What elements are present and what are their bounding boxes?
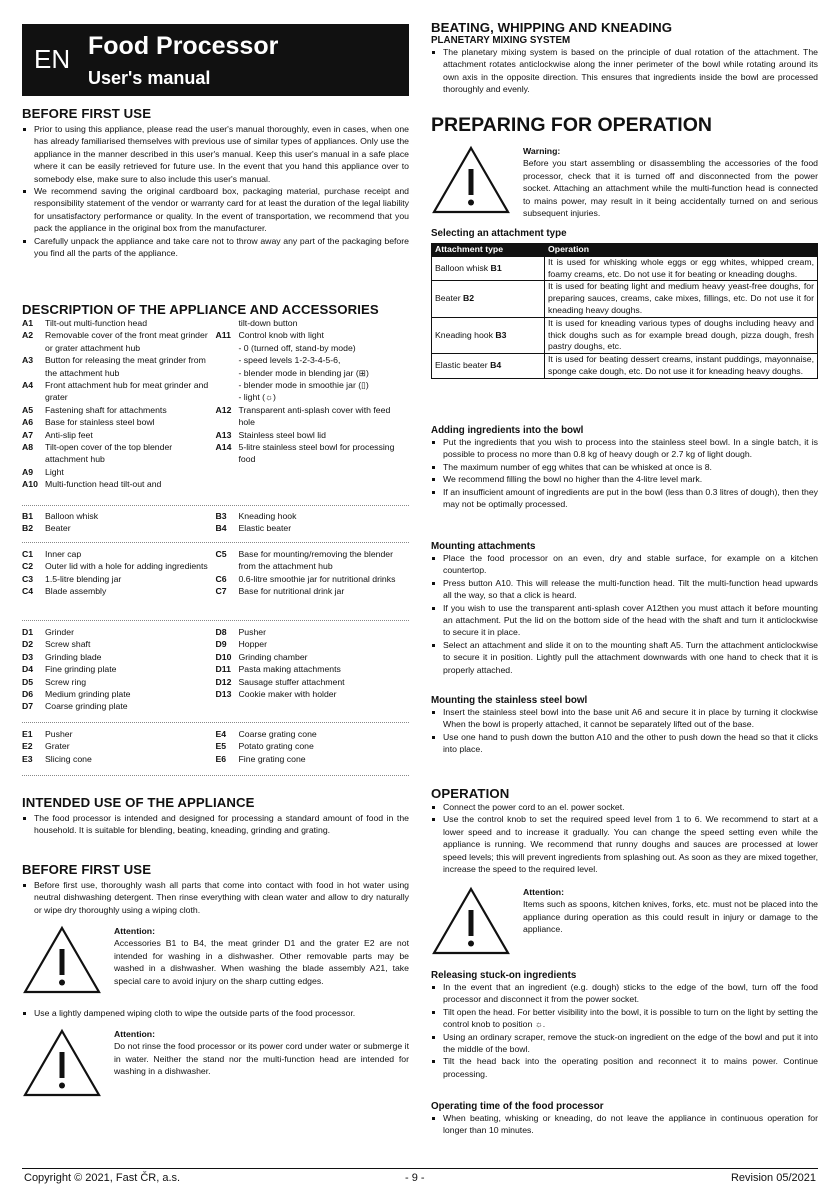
attention-box-1 [22, 925, 409, 1007]
attachment-name: Balloon whisk [435, 262, 491, 273]
legend-d-left [22, 626, 216, 713]
legend-item [216, 676, 410, 688]
list-item: Use a lightly dampened wiping cloth to wipe the outside parts of the food processor. [22, 1007, 409, 1019]
legend-item-code: B1 [22, 511, 34, 521]
legend-item-label: Screw shaft [45, 639, 91, 650]
list-item: Using an ordinary scraper, remove the stuck-on ingredient on the edge of the bowl and put it into the middle of the bowl. [431, 1031, 818, 1056]
table-header: Operation [545, 244, 818, 257]
header-banner [22, 24, 409, 96]
attachment-table-section [431, 228, 818, 379]
operation-cell: It is used for beating light and medium heavy yeast-free doughs, for preparing sauces, creams, cake mixes, fillings, etc. Do not use it for kneading heavy doughs. [545, 281, 818, 317]
legend-item-code: D10 [215, 651, 232, 662]
legend-item-label: Inner cap [45, 549, 82, 559]
legend-item [216, 585, 410, 597]
legend-item [22, 676, 216, 688]
legend-item-code: B3 [215, 511, 227, 521]
legend-item-code: B4 [215, 523, 227, 534]
legend-item [22, 548, 216, 560]
legend-a-right [216, 317, 410, 491]
page-number: - 9 - [405, 1172, 425, 1184]
before-first-use-section [22, 106, 409, 259]
legend-item-code: D7 [22, 701, 34, 712]
legend-d [22, 626, 409, 713]
legend-item-label: Slicing cone [45, 753, 92, 764]
subsection-heading: Selecting an attachment type [431, 228, 567, 239]
page-footer [22, 1168, 818, 1184]
warning-triangle-icon [22, 925, 102, 995]
preparing-heading: PREPARING FOR OPERATION [431, 114, 712, 136]
legend-c-left [22, 548, 216, 598]
legend-item [22, 585, 216, 597]
warning-triangle-icon [431, 145, 511, 215]
description-section [22, 302, 409, 491]
before-first-use-2-section [22, 862, 409, 916]
list-item: The planetary mixing system is based on the principle of dual rotation of the attachment. The attachment rotates anticlockwise along the inner perimeter of the bowl while rotating around its own axis in the opposite direction. This ensures that ingredients inside the bowl are processed thoroughly and evenly. [431, 46, 818, 96]
legend-item-label: Elastic beater [238, 523, 292, 534]
legend-item-code: C6 [215, 573, 227, 584]
list-item: We recommend saving the original cardboard box, packaging material, purchase receipt and responsibility statement of the vendor or warranty card for at least the duration of the legal liability for unsatisfactory performance or quality. In the event of transportation, we recommend that you pack the appliance in the original box from the manufacturer. [22, 185, 409, 235]
legend-item [216, 429, 410, 441]
legend-a-left [22, 317, 216, 491]
legend-item [22, 478, 216, 490]
legend-item [22, 753, 216, 765]
legend-item-label: Grinding chamber [238, 651, 308, 662]
legend-item-code: D9 [215, 639, 227, 650]
legend-item [216, 510, 410, 522]
legend-item [22, 510, 216, 522]
legend-item-code: D6 [22, 689, 34, 700]
legend-item-code: A13 [215, 429, 232, 440]
list-item: Put the ingredients that you wish to process into the stainless steel bowl. In a single batch, it is possible to process no more than 0.8 kg of heavy dough or 2.7 kg of light dough. [431, 436, 818, 461]
legend-item [216, 391, 410, 403]
legend-item-code [216, 379, 239, 391]
legend-item-label: Beater [45, 523, 71, 534]
legend-item-label: Tilt-open cover of the top blender attachment hub [45, 442, 173, 465]
legend-item-label: Pusher [45, 729, 73, 739]
legend-item-code: D5 [22, 676, 34, 687]
legend-item-label: Outer lid with a hole for adding ingredients [45, 561, 208, 572]
divider [22, 542, 409, 543]
attention-text [114, 925, 409, 987]
legend-item-label: Medium grinding plate [45, 689, 131, 700]
legend-item-code: E3 [22, 753, 33, 764]
legend-item [22, 329, 216, 354]
legend-item-code: C7 [215, 586, 227, 597]
list-item: Select an attachment and slide it on to the mounting shaft A5. Turn the attachment anticlockwise to secure it in position. Lightly pull the attachment downwards with one hand to check that it is properly attached. [431, 639, 818, 676]
attention-box-3 [431, 886, 818, 960]
bullet-list [431, 706, 818, 756]
attachment-cell [432, 256, 545, 281]
legend-item-label: 0.6-litre smoothie jar for nutritional drinks [238, 573, 396, 584]
list-item: We recommend filling the bowl no higher than the 4-litre level mark. [431, 473, 818, 485]
legend-item [22, 728, 216, 740]
warning-body: Before you start assembling or disassembling the accessories of the food processor, check that it is turned off and disconnected from the power socket. Attaching an attachment while the multi-function head is connected to mains power, may result in it being accidentally turned on and serious subsequent injuries. [523, 158, 818, 219]
legend-item-label: Coarse grating cone [238, 729, 317, 739]
legend-item-code [216, 354, 239, 366]
legend-item-code: A7 [22, 429, 34, 440]
legend-item-code: A2 [22, 330, 34, 341]
bullet-list [431, 436, 818, 510]
legend-item-code: A3 [22, 355, 34, 366]
legend-item-code: A11 [215, 330, 231, 341]
legend-a [22, 317, 409, 491]
legend-e-right [216, 728, 410, 765]
legend-item-label: Coarse grinding plate [45, 701, 128, 712]
section-heading: INTENDED USE OF THE APPLIANCE [22, 795, 255, 810]
legend-item [216, 651, 410, 663]
table-row [432, 354, 818, 379]
operating-time-section [431, 1101, 818, 1137]
section-heading: DESCRIPTION OF THE APPLIANCE AND ACCESSORIES [22, 302, 379, 317]
legend-item-code: C5 [215, 549, 227, 559]
legend-item-code: D11 [215, 664, 231, 675]
beating-section [431, 20, 818, 96]
legend-d-right [216, 626, 410, 713]
subsection-heading: Adding ingredients into the bowl [431, 425, 584, 436]
attachment-code: B2 [463, 293, 475, 304]
legend-item [22, 317, 216, 329]
legend-item-label: Kneading hook [238, 511, 297, 521]
list-item: In the event that an ingredient (e.g. dough) sticks to the edge of the bowl, turn off the food processor and disconnect it from the power socket. [431, 981, 818, 1006]
attachment-name: Kneading hook [435, 329, 496, 340]
legend-item-code: D1 [22, 627, 34, 637]
bullet-list [22, 812, 409, 837]
legend-item-code: D13 [215, 689, 232, 700]
legend-item-code: A14 [215, 442, 232, 453]
legend-item [22, 573, 216, 585]
attachment-name: Elastic beater [435, 360, 491, 371]
divider [22, 505, 409, 506]
legend-item-label: 5-litre stainless steel bowl for processing food [238, 442, 395, 465]
warning-triangle-icon [22, 1028, 102, 1098]
legend-item-label: 1.5-litre blending jar [45, 573, 122, 584]
bullet-list [22, 1007, 409, 1019]
table-header: Attachment type [432, 244, 545, 257]
section-heading: BEFORE FIRST USE [22, 106, 152, 121]
legend-item [216, 753, 410, 765]
adding-section [431, 425, 818, 510]
legend-item [216, 573, 410, 585]
legend-item-label: Front attachment hub for meat grinder and grater [45, 380, 209, 403]
legend-e [22, 728, 409, 765]
legend-item [22, 354, 216, 379]
operation-cell: It is used for kneading various types of doughs including heavy and thick doughs such as for example bread dough, pizza dough, fresh pastry doughs, etc. [545, 317, 818, 353]
attention-box-2 [22, 1028, 409, 1098]
legend-c-right [216, 548, 410, 598]
legend-item-code: E1 [22, 729, 33, 739]
warning-triangle-icon [431, 886, 511, 956]
legend-item [22, 379, 216, 404]
legend-item-code: A8 [22, 442, 34, 453]
legend-item-code: E5 [215, 741, 227, 752]
legend-item-label: Transparent anti-splash cover with feed hole [238, 404, 391, 428]
subsection-heading: Mounting attachments [431, 541, 536, 552]
list-item: Insert the stainless steel bowl into the base unit A6 and secure it in place by turning it clockwise When the bowl is properly attached, it cannot be separately lifted out of the base. [431, 706, 818, 731]
list-item: Tilt the head back into the operating position and reconnect it to mains power. Continue processing. [431, 1055, 818, 1080]
bullet-list [431, 552, 818, 676]
legend-item [22, 651, 216, 663]
legend-item-label: Fine grating cone [238, 753, 306, 764]
legend-item [216, 638, 410, 650]
warning-box [431, 145, 818, 223]
attention-title: Attention: [114, 1029, 156, 1039]
legend-item-code [216, 367, 239, 379]
legend-item-label: tilt-down button [238, 318, 298, 328]
divider [22, 722, 409, 723]
legend-item [216, 342, 410, 354]
legend-item [216, 379, 410, 391]
legend-item [22, 404, 216, 416]
legend-item-label: Fastening shaft for attachments [45, 404, 167, 415]
attention-title: Attention: [523, 887, 565, 897]
operation-cell: It is used for whisking whole eggs or egg whites, whipped cream, foamy creams, etc. Do not use it for beating or kneading doughs. [545, 256, 818, 281]
legend-item-label: Pasta making attachments [238, 664, 341, 675]
legend-item-code: A4 [22, 380, 34, 391]
legend-item [216, 688, 410, 700]
legend-item [22, 688, 216, 700]
list-item: Use the control knob to set the required speed level from 1 to 6. We recommend to start at a lower speed and to increase it gradually. You can change the speed setting even while the appliance is running. We recommend that runny doughs and sauces are processed at lower speed levels; this will prevent ingredients from splashing out. As soon as they are mixed together, increase the speed to the required level. [431, 813, 818, 875]
legend-item-label: Hopper [238, 639, 267, 650]
list-item: The maximum number of egg whites that can be whisked at once is 8. [431, 461, 818, 473]
legend-item-code: A9 [22, 466, 34, 477]
attachment-code: B4 [490, 360, 502, 371]
legend-item [22, 663, 216, 675]
legend-item-label: Light [45, 466, 64, 477]
legend-item [216, 404, 410, 429]
legend-item-code: D8 [215, 627, 227, 637]
table-row [432, 256, 818, 281]
legend-item [216, 367, 410, 379]
legend-item [216, 441, 410, 466]
list-item: If an insufficient amount of ingredients are put in the bowl (less than 0.3 litres of dough), then they may not be optimally processed. [431, 486, 818, 511]
legend-item-label: Removable cover of the front meat grinder or grater attachment hub [45, 330, 208, 353]
legend-item-label: - speed levels 1-2-3-4-5-6, [238, 355, 341, 366]
bullet-list [431, 981, 818, 1080]
bullet-list [431, 1112, 818, 1137]
legend-item-code: A10 [22, 479, 38, 490]
bowl-section [431, 695, 818, 756]
attention-text [523, 886, 818, 936]
divider [22, 620, 409, 621]
list-item: If you wish to use the transparent anti-splash cover A12then you must attach it before mounting an attachment. Put the lid on the bottom side of the head with the shaft and turn it anticlockwise to secure it in place. [431, 602, 818, 639]
legend-item-code: A6 [22, 417, 34, 428]
table-body [432, 256, 818, 378]
legend-item-label: Grinding blade [45, 651, 102, 662]
legend-item-code: D4 [22, 664, 34, 675]
mounting-section [431, 541, 818, 676]
legend-item [216, 663, 410, 675]
legend-item-code: B2 [22, 523, 34, 534]
legend-item-code: A12 [215, 404, 232, 415]
divider [22, 775, 409, 776]
legend-item-code: E2 [22, 741, 33, 752]
legend-e-left [22, 728, 216, 765]
section-heading: BEFORE FIRST USE [22, 862, 152, 877]
attention-body: Accessories B1 to B4, the meat grinder D1 and the grater E2 are not intended for washing in a dishwasher. Other removable parts may be washed in a dishwasher. When washing the blade assembly A21, take special care to avoid injury on the sharp cutting edges. [114, 938, 409, 986]
legend-item-code: C4 [22, 586, 34, 597]
list-item: Before first use, thoroughly wash all parts that come into contact with food in hot water using neutral dishwashing detergent. Then rinse everything with clean water and allow to dry naturally or wipe dry thoroughly using a wiping cloth. [22, 879, 409, 916]
legend-item-code [216, 391, 239, 403]
legend-item [216, 354, 410, 366]
attention-body: Items such as spoons, kitchen knives, forks, etc. must not be placed into the appliance during operation as this could result in injury or damage to the appliance. [523, 899, 818, 935]
attachment-code: B1 [490, 262, 502, 273]
language-code: EN [34, 44, 71, 74]
bullet-list [431, 801, 818, 875]
attachment-table [431, 243, 818, 379]
legend-b [22, 510, 409, 535]
legend-item [22, 638, 216, 650]
legend-item [22, 466, 216, 478]
legend-item-label: Tilt-out multi-function head [45, 318, 148, 328]
list-item: Use one hand to push down the button A10 and the other to push down the head so that it clicks into place. [431, 731, 818, 756]
list-item: When beating, whisking or kneading, do not leave the appliance in continuous operation for longer than 10 minutes. [431, 1112, 818, 1137]
legend-item-label: Anti-slip feet [45, 429, 93, 440]
legend-item-label: Potato grating cone [238, 741, 314, 752]
legend-item-code: D3 [22, 651, 34, 662]
legend-item-label: Base for nutritional drink jar [238, 586, 345, 597]
legend-item-label: - light (☼) [238, 392, 276, 403]
legend-item-label: Screw ring [45, 676, 87, 687]
legend-item [22, 626, 216, 638]
list-item: Place the food processor on an even, dry and stable surface, for example on a kitchen countertop. [431, 552, 818, 577]
table-row [432, 317, 818, 353]
attachment-code: B3 [495, 329, 507, 340]
subsection-heading: PLANETARY MIXING SYSTEM [431, 35, 571, 46]
legend-item [216, 329, 410, 341]
legend-item-label: Fine grinding plate [45, 664, 117, 675]
legend-item-label: Control knob with light [238, 330, 324, 341]
legend-item [22, 441, 216, 466]
bullet-list [431, 46, 818, 96]
copyright-text: Copyright © 2021, Fast ČR, a.s. [24, 1172, 181, 1184]
list-item: Connect the power cord to an el. power socket. [431, 801, 818, 813]
legend-item-label: Cookie maker with holder [238, 689, 337, 700]
attachment-cell [432, 317, 545, 353]
legend-item-code: C2 [22, 561, 34, 572]
legend-item-code: A1 [22, 318, 34, 328]
legend-item-label: Base for stainless steel bowl [45, 417, 155, 428]
legend-item-code: C3 [22, 573, 34, 584]
subsection-heading: Releasing stuck-on ingredients [431, 970, 577, 981]
legend-item [22, 522, 216, 534]
legend-c [22, 548, 409, 598]
legend-item-code: E4 [215, 729, 227, 739]
list-item: Tilt open the head. For better visibility into the bowl, it is possible to turn on the light by setting the control knob to position ☼. [431, 1006, 818, 1031]
legend-item-label: Grinder [45, 627, 74, 637]
legend-item-label: Stainless steel bowl lid [238, 429, 326, 440]
legend-item-label: Button for releasing the meat grinder from the attachment hub [45, 355, 206, 378]
legend-item-label: Grater [45, 741, 70, 752]
legend-item-label: Multi-function head tilt-out and [45, 479, 162, 490]
legend-item-code [216, 317, 239, 329]
attention-text [114, 1028, 409, 1078]
legend-item [216, 728, 410, 740]
operation-section [431, 786, 818, 875]
intended-use-section [22, 795, 409, 837]
document-subtitle: User's manual [88, 68, 211, 88]
legend-item [216, 317, 410, 329]
legend-item-label: - blender mode in blending jar (⊞) [238, 367, 369, 378]
attachment-cell [432, 354, 545, 379]
attention-body: Do not rinse the food processor or its power cord under water or submerge it in water. Neither the stand nor the multi-function head are intended for washing in a dishwasher. [114, 1041, 409, 1077]
legend-item-label: Base for mounting/removing the blender from the attachment hub [238, 549, 394, 572]
legend-item [216, 626, 410, 638]
document-title: Food Processor [88, 32, 279, 60]
subsection-heading: Mounting the stainless steel bowl [431, 695, 588, 706]
legend-item [216, 740, 410, 752]
legend-item [22, 429, 216, 441]
revision-text: Revision 05/2021 [730, 1172, 816, 1184]
legend-item-label: Sausage stuffer attachment [238, 676, 345, 687]
warning-text [523, 145, 818, 219]
legend-item-label: - blender mode in smoothie jar (▯) [238, 380, 369, 391]
subsection-heading: Operating time of the food processor [431, 1101, 604, 1112]
legend-item [22, 700, 216, 712]
bullet-list [22, 879, 409, 916]
legend-item-label: Pusher [238, 627, 267, 637]
bullet-list [22, 123, 409, 259]
section-heading: BEATING, WHIPPING AND KNEADING [431, 20, 673, 35]
legend-item-code: E6 [215, 753, 227, 764]
legend-item [22, 740, 216, 752]
legend-item [22, 560, 216, 572]
section-heading: OPERATION [431, 786, 510, 801]
legend-item-code: D2 [22, 639, 34, 650]
legend-item [216, 548, 410, 573]
operation-cell: It is used for beating dessert creams, instant puddings, mayonnaise, sponge cake dough, etc. Do not use it for kneading heavy doughs. [545, 354, 818, 379]
attachment-name: Beater [435, 293, 464, 304]
attachment-cell [432, 281, 545, 317]
list-item: The food processor is intended and designed for processing a standard amount of food in the household. It is suitable for blending, beating, kneading, grinding and grating. [22, 812, 409, 837]
legend-item-code [216, 342, 239, 354]
legend-item-label: - 0 (turned off, stand-by mode) [238, 342, 356, 353]
legend-item-code: C1 [22, 549, 34, 559]
attention-title: Attention: [114, 926, 156, 936]
legend-item [216, 522, 410, 534]
legend-b-right [216, 510, 410, 535]
table-row [432, 281, 818, 317]
releasing-section [431, 970, 818, 1080]
legend-item-label: Balloon whisk [45, 511, 99, 521]
list-item: Prior to using this appliance, please read the user's manual thoroughly, even in cases, when one has already familiarised themselves with previous use of similar types of appliances. Only use the appliance in the manner described in this user's manual. Keep this user's manual in a safe place where it can be easily retrieved for future use. In the event that you hand this appliance over to somebody else, make sure to also include this user's manual. [22, 123, 409, 185]
list-item: Press button A10. This will release the multi-function head. Tilt the multi-function head upwards all the way, so that a click is heard. [431, 577, 818, 602]
legend-item-code: A5 [22, 404, 34, 415]
list-item: Carefully unpack the appliance and take care not to throw away any part of the packaging before you find all the parts of the appliance. [22, 235, 409, 260]
legend-item [22, 416, 216, 428]
legend-item-label: Blade assembly [45, 586, 107, 597]
legend-b-left [22, 510, 216, 535]
legend-item-code: D12 [215, 676, 232, 687]
warning-title: Warning: [523, 146, 561, 156]
